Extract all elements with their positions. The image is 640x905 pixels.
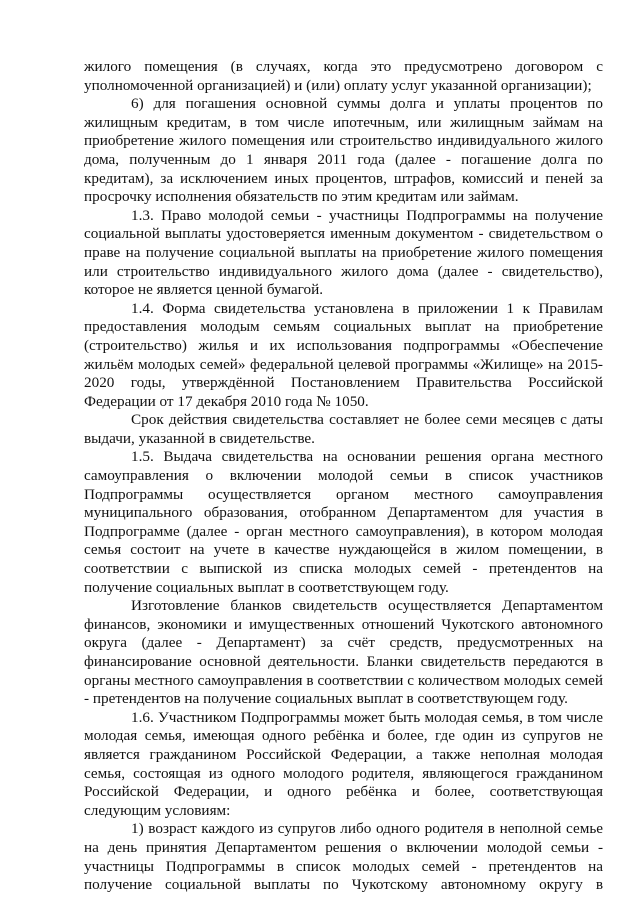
paragraph-continuation: жилого помещения (в случаях, когда это предусмотрено договором с уполномоченной организацией) и (или) оплату услуг указанной организации);	[84, 58, 603, 94]
document-page	[84, 58, 603, 895]
paragraph-item-6: 6) для погашения основной суммы долга и уплаты процентов по жилищным кредитам, в том числе ипотечным, или жилищным займам на приобретение жилого помещения или строительство индивидуального жилого дома, полученным до 1 января 2011 года (далее - погашение долга по кредитам), за исключением иных процентов, штрафов, комиссий и пеней за просрочку исполнения обязательств по этим кредитам или займам.	[84, 95, 603, 206]
paragraph-validity-term: Срок действия свидетельства составляет не более семи месяцев с даты выдачи, указанной в свидетельстве.	[84, 411, 603, 447]
paragraph-1-5: 1.5. Выдача свидетельства на основании решения органа местного самоуправления о включении молодой семьи в список участников Подпрограммы осуществляется органом местного самоуправления муниципального образования, отобранном Департаментом для участия в Подпрограмме (далее - орган местного самоуправления), в котором молодая семья состоит на учете в качестве нуждающейся в жилом помещении, в соответствии с выпиской из списка молодых семей - претендентов на получение социальных выплат в соответствующем году.	[84, 448, 603, 596]
paragraph-1-3: 1.3. Право молодой семьи - участницы Подпрограммы на получение социальной выплаты удостоверяется именным документом - свидетельством о праве на получение социальной выплаты на приобретение жилого помещения или строительство индивидуального жилого дома (далее - свидетельство), которое не является ценной бумагой.	[84, 206, 603, 299]
paragraph-forms-production: Изготовление бланков свидетельств осуществляется Департаментом финансов, экономики и имущественных отношений Чукотского автономного округа (далее - Департамент) за счёт средств, предусмотренных на финансирование основной деятельности. Бланки свидетельств передаются в органы местного самоуправления в соответствии с количеством молодых семей - претендентов на получение социальных выплат в соответствующем году.	[84, 597, 603, 708]
paragraph-condition-1: 1) возраст каждого из супругов либо одного родителя в неполной семье на день принятия Департаментом решения о включении молодой семьи - участницы Подпрограммы в список молодых семей - претендентов на получение социальной выплаты по Чукотскому автономному округу в	[84, 820, 603, 894]
paragraph-1-4: 1.4. Форма свидетельства установлена в приложении 1 к Правилам предоставления молодым семьям социальных выплат на приобретение (строительство) жилья и их использования подпрограммы «Обеспечение жильём молодых семей» федеральной целевой программы «Жилище» на 2015-2020 годы, утверждённой Постановлением Правительства Российской Федерации от 17 декабря 2010 года № 1050.	[84, 299, 603, 410]
paragraph-1-6: 1.6. Участником Подпрограммы может быть молодая семья, в том числе молодая семья, имеющая одного ребёнка и более, где один из супругов не является гражданином Российской Федерации, а также неполная молодая семья, состоящая из одного молодого родителя, являющегося гражданином Российской Федерации, и одного ребёнка и более, соответствующая следующим условиям:	[84, 708, 603, 819]
